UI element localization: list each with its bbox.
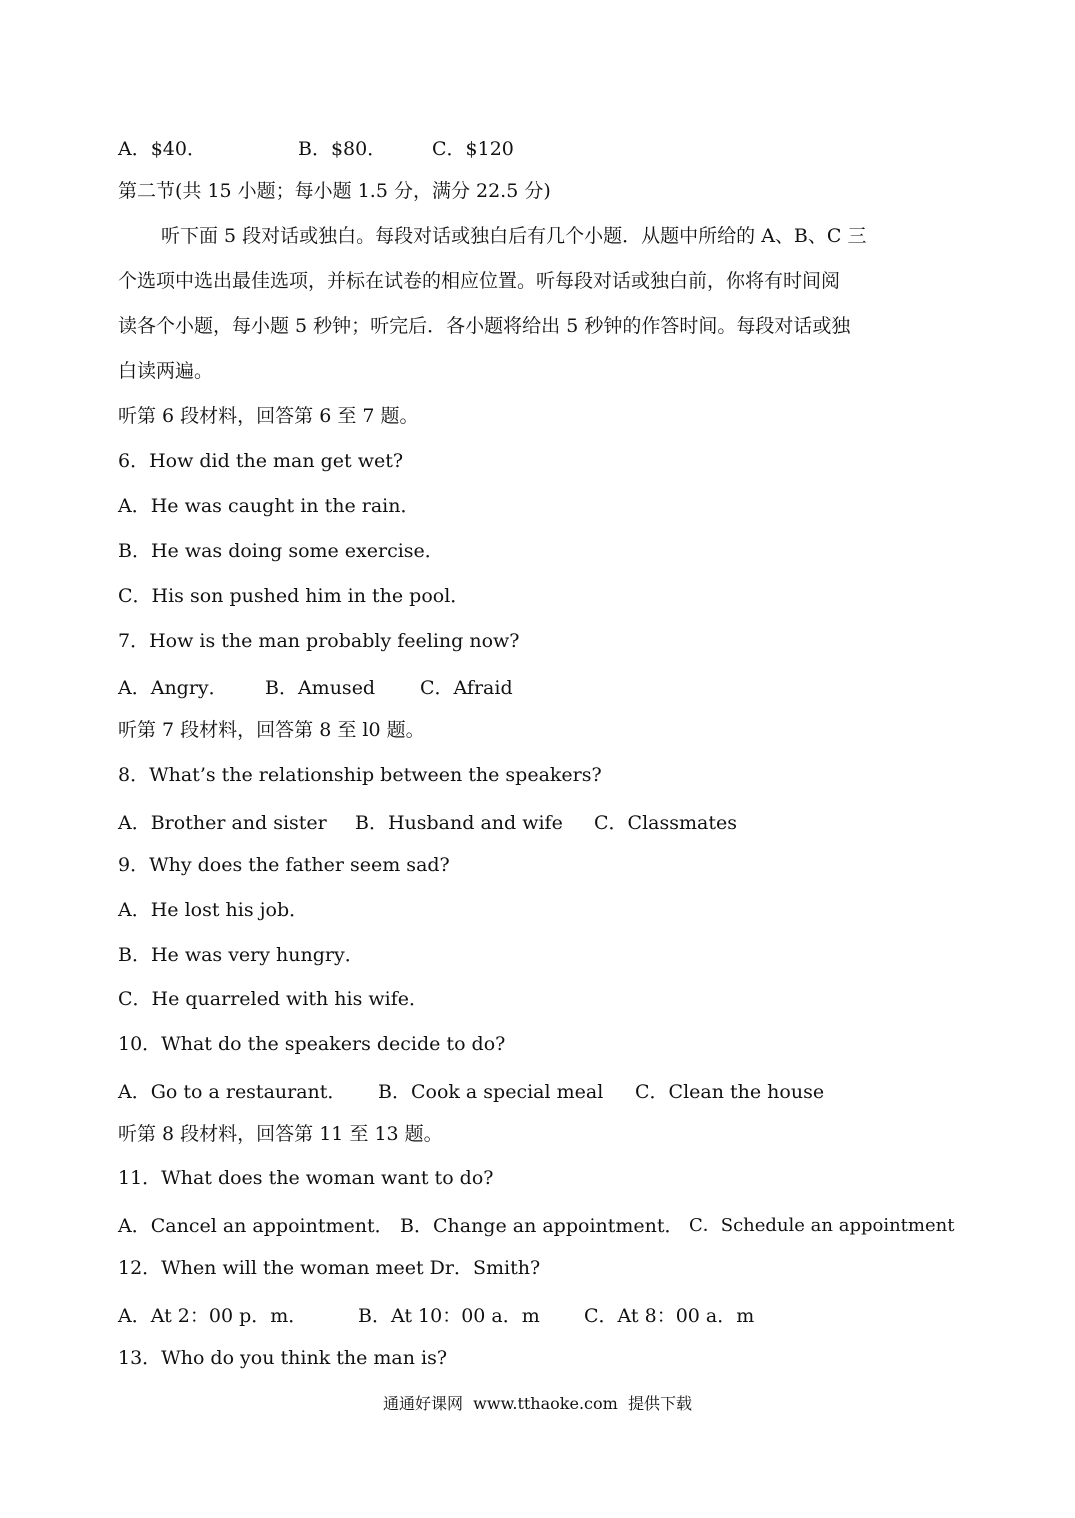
q5-option-c: C．$120 xyxy=(432,138,514,160)
q12-option-c: C．At 8：00 a．m xyxy=(584,1305,755,1327)
q12-option-b: B．At 10：00 a．m xyxy=(358,1305,540,1327)
group7-heading: 听第 7 段材料，回答第 8 至 l0 题。 xyxy=(118,719,425,741)
q9-option-c: C．He quarreled with his wife． xyxy=(118,988,429,1010)
page-footer: 通通好课网 www.tthaoke.com 提供下载 xyxy=(383,1394,692,1413)
q10-option-c: C．Clean the house xyxy=(635,1081,825,1103)
instructions-line-3: 读各个小题，每小题 5 秒钟；听完后．各小题将给出 5 秒钟的作答时间。每段对话或独 xyxy=(118,315,851,337)
q10-option-b: B．Cook a special meal xyxy=(378,1081,604,1103)
q9-option-a: A．He lost his job． xyxy=(118,899,309,921)
q10-option-a: A．Go to a restaurant． xyxy=(118,1081,347,1103)
q11-question: 11．What does the woman want to do? xyxy=(118,1167,494,1189)
q5-option-a: A．$40． xyxy=(118,138,206,160)
q6-option-b: B．He was doing some exercise． xyxy=(118,540,444,562)
instructions-line-4: 白读两遍。 xyxy=(118,360,214,382)
q7-option-b: B．Amused xyxy=(265,677,376,699)
q5-option-b: B．$80． xyxy=(298,138,387,160)
group6-heading: 听第 6 段材料，回答第 6 至 7 题。 xyxy=(118,405,419,427)
q12-option-a: A．At 2：00 p．m． xyxy=(118,1305,308,1327)
group8-heading: 听第 8 段材料，回答第 11 至 13 题。 xyxy=(118,1123,443,1145)
q8-option-c: C．Classmates xyxy=(594,812,737,834)
instructions-line-2: 个选项中选出最佳选项，并标在试卷的相应位置。听每段对话或独白前，你将有时间阅 xyxy=(118,270,841,292)
q8-option-a: A．Brother and sister xyxy=(118,812,327,834)
q11-option-c: C．Schedule an appointment xyxy=(689,1215,955,1236)
q7-option-a: A．Angry． xyxy=(118,677,228,699)
q8-option-b: B．Husband and wife xyxy=(355,812,563,834)
q12-question: 12．When will the woman meet Dr．Smith? xyxy=(118,1257,541,1279)
q9-option-b: B．He was very hungry． xyxy=(118,944,364,966)
q10-question: 10．What do the speakers decide to do? xyxy=(118,1033,506,1055)
q6-question: 6．How did the man get wet? xyxy=(118,450,404,472)
section-header: 第二节(共 15 小题；每小题 1.5 分，满分 22.5 分) xyxy=(118,180,551,202)
q6-option-a: A．He was caught in the rain． xyxy=(118,495,420,517)
q7-question: 7．How is the man probably feeling now? xyxy=(118,630,520,652)
q11-option-a: A．Cancel an appointment． xyxy=(118,1215,394,1237)
q9-question: 9．Why does the father seem sad? xyxy=(118,854,450,876)
q7-option-c: C．Afraid xyxy=(420,677,513,699)
instructions-line-1: 听下面 5 段对话或独白。每段对话或独白后有几个小题．从题中所给的 A、B、C 三 xyxy=(161,225,867,247)
q13-question: 13．Who do you think the man is? xyxy=(118,1347,448,1369)
q6-option-c: C．His son pushed him in the pool． xyxy=(118,585,470,607)
q8-question: 8．What’s the relationship between the speakers? xyxy=(118,764,602,786)
q11-option-b: B．Change an appointment． xyxy=(400,1215,684,1237)
